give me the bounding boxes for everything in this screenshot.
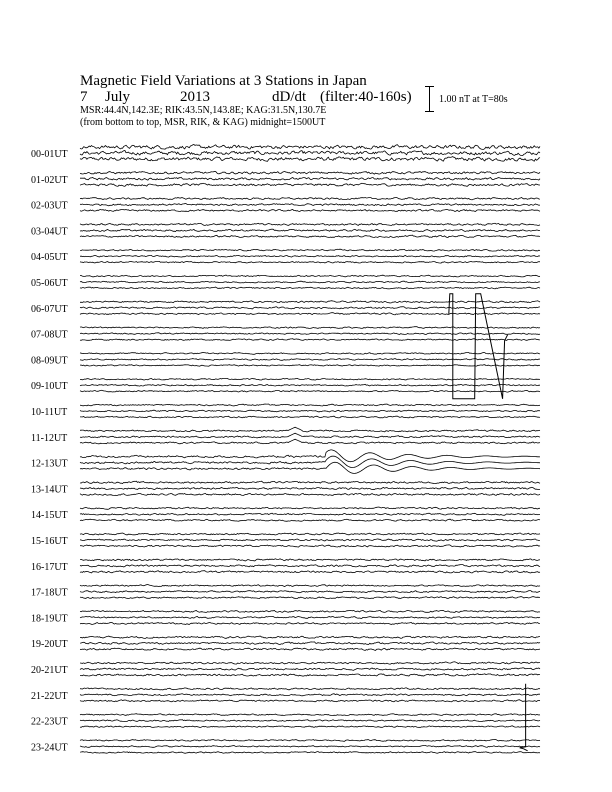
trace-RIK-07-08UT: [80, 333, 540, 335]
hour-label: 21-22UT: [31, 690, 68, 702]
hour-label: 09-10UT: [31, 381, 68, 393]
trace-KAG-15-16UT: [80, 533, 540, 535]
date-day: 7: [80, 89, 88, 105]
trace-MSR-06-07UT: [80, 313, 540, 315]
hour-row-21-22UT: [31, 688, 540, 702]
trace-MSR-09-10UT: [80, 390, 540, 392]
trace-RIK-18-19UT: [80, 616, 540, 618]
hour-row-11-12UT: [31, 427, 540, 444]
trace-MSR-07-08UT: [80, 339, 540, 341]
trace-KAG-12-13UT: [80, 450, 540, 462]
trace-RIK-06-07UT: [80, 307, 540, 309]
trace-RIK-05-06UT: [80, 281, 540, 283]
filter-label: (filter:40-160s): [320, 89, 412, 105]
order-line: (from bottom to top, MSR, RIK, & KAG) midnight=1500UT: [80, 117, 326, 128]
trace-MSR-13-14UT: [80, 493, 540, 495]
trace-MSR-08-09UT: [80, 365, 540, 367]
trace-MSR-20-21UT: [80, 674, 540, 677]
hour-row-18-19UT: [31, 610, 540, 624]
hour-label: 11-12UT: [31, 432, 68, 444]
trace-KAG-14-15UT: [80, 507, 540, 509]
hour-label: 19-20UT: [31, 639, 68, 651]
trace-MSR-23-24UT: [80, 752, 540, 754]
hour-row-09-10UT: [31, 378, 540, 392]
trace-KAG-23-24UT: [80, 739, 540, 741]
date-year: 2013: [180, 89, 210, 105]
trace-KAG-16-17UT: [80, 559, 540, 561]
trace-RIK-16-17UT: [80, 565, 540, 567]
hour-row-14-15UT: [31, 507, 540, 521]
hour-row-01-02UT: [31, 171, 540, 186]
hour-row-00-01UT: [31, 145, 540, 162]
hour-row-12-13UT: [31, 450, 540, 474]
hour-row-08-09UT: [31, 353, 540, 367]
trace-MSR-01-02UT: [80, 183, 540, 186]
trace-RIK-02-03UT: [80, 204, 540, 206]
trace-RIK-08-09UT: [80, 359, 540, 361]
trace-KAG-07-08UT: [80, 327, 540, 329]
hour-label: 10-11UT: [31, 407, 68, 418]
trace-MSR-05-06UT: [80, 287, 540, 289]
trace-RIK-09-10UT: [80, 384, 540, 386]
trace-RIK-15-16UT: [80, 539, 540, 541]
hour-label: 16-17UT: [31, 561, 68, 573]
trace-MSR-14-15UT: [80, 519, 540, 521]
hour-label: 18-19UT: [31, 613, 68, 625]
trace-KAG-11-12UT: [80, 427, 540, 432]
trace-RIK-20-21UT: [80, 668, 540, 671]
quantity-label: dD/dt: [272, 89, 307, 105]
hour-row-22-23UT: [31, 714, 540, 728]
trace-KAG-10-11UT: [80, 404, 540, 406]
hour-label: 07-08UT: [31, 329, 68, 341]
trace-KAG-18-19UT: [80, 610, 540, 612]
trace-KAG-22-23UT: [80, 714, 540, 716]
hour-row-05-06UT: [31, 275, 540, 289]
trace-RIK-22-23UT: [80, 720, 540, 722]
hour-label: 13-14UT: [31, 484, 68, 496]
trace-KAG-00-01UT: [80, 145, 540, 150]
trace-KAG-05-06UT: [80, 275, 540, 277]
trace-RIK-04-05UT: [80, 255, 540, 257]
hour-label: 06-07UT: [31, 303, 68, 315]
trace-RIK-11-12UT: [80, 433, 540, 438]
hour-label: 14-15UT: [31, 510, 68, 522]
hour-label: 15-16UT: [31, 536, 68, 547]
trace-MSR-21-22UT: [80, 700, 540, 702]
trace-MSR-04-05UT: [80, 261, 540, 263]
trace-KAG-17-18UT: [80, 585, 540, 587]
hour-row-07-08UT: [31, 327, 540, 341]
hour-label: 02-03UT: [31, 200, 68, 212]
hour-label: 01-02UT: [31, 174, 68, 186]
hour-row-04-05UT: [31, 249, 540, 263]
hour-row-02-03UT: [31, 197, 540, 211]
hour-row-13-14UT: [31, 481, 540, 495]
trace-MSR-03-04UT: [80, 235, 540, 237]
trace-RIK-00-01UT: [80, 151, 540, 156]
trace-KAG-06-07UT: [80, 301, 540, 303]
hour-row-10-11UT: [31, 404, 540, 418]
hour-label: 04-05UT: [31, 252, 68, 264]
hour-row-20-21UT: [31, 662, 540, 676]
trace-MSR-00-01UT: [80, 157, 540, 162]
chart-title: Magnetic Field Variations at 3 Stations in Japan: [80, 73, 367, 89]
hour-label: 03-04UT: [31, 226, 68, 238]
trace-RIK-13-14UT: [80, 487, 540, 489]
hour-label: 20-21UT: [31, 665, 68, 676]
hour-label: 22-23UT: [31, 716, 68, 728]
trace-MSR-15-16UT: [80, 545, 540, 547]
event-square-pulses: [449, 294, 508, 399]
trace-KAG-21-22UT: [80, 688, 540, 690]
scale-label: 1.00 nT at T=80s: [439, 94, 508, 105]
date-month: July: [105, 89, 131, 105]
hour-row-15-16UT: [31, 533, 540, 547]
trace-RIK-23-24UT: [80, 745, 540, 747]
hour-label: 17-18UT: [31, 587, 68, 599]
trace-RIK-12-13UT: [80, 456, 540, 467]
hour-row-03-04UT: [31, 223, 540, 237]
trace-MSR-11-12UT: [80, 439, 540, 444]
hour-label: 05-06UT: [31, 278, 68, 289]
trace-KAG-19-20UT: [80, 636, 540, 638]
hour-label: 12-13UT: [31, 458, 68, 470]
trace-KAG-13-14UT: [80, 481, 540, 483]
trace-RIK-03-04UT: [80, 229, 540, 231]
trace-MSR-12-13UT: [80, 462, 540, 473]
hour-label: 23-24UT: [31, 742, 68, 754]
trace-MSR-02-03UT: [80, 209, 540, 211]
trace-KAG-02-03UT: [80, 197, 540, 199]
trace-RIK-17-18UT: [80, 591, 540, 593]
trace-RIK-01-02UT: [80, 177, 540, 180]
trace-MSR-18-19UT: [80, 622, 540, 624]
trace-MSR-17-18UT: [80, 597, 540, 599]
hour-label: 00-01UT: [31, 149, 68, 160]
trace-MSR-16-17UT: [80, 571, 540, 573]
trace-MSR-22-23UT: [80, 726, 540, 728]
hour-label: 08-09UT: [31, 355, 68, 367]
hour-row-23-24UT: [31, 739, 540, 753]
trace-KAG-03-04UT: [80, 223, 540, 225]
hour-row-16-17UT: [31, 559, 540, 573]
trace-MSR-19-20UT: [80, 648, 540, 650]
trace-KAG-09-10UT: [80, 378, 540, 380]
hour-row-19-20UT: [31, 636, 540, 650]
trace-KAG-01-02UT: [80, 171, 540, 174]
trace-KAG-04-05UT: [80, 249, 540, 251]
trace-RIK-14-15UT: [80, 513, 540, 515]
stations-line: MSR:44.4N,142.3E; RIK:43.5N,143.8E; KAG:31.5N,130.7E: [80, 105, 327, 116]
trace-KAG-20-21UT: [80, 662, 540, 664]
trace-MSR-10-11UT: [80, 416, 540, 418]
hour-row-06-07UT: [31, 301, 540, 315]
trace-RIK-21-22UT: [80, 694, 540, 696]
trace-KAG-08-09UT: [80, 353, 540, 355]
trace-RIK-19-20UT: [80, 642, 540, 645]
trace-RIK-10-11UT: [80, 410, 540, 412]
hour-row-17-18UT: [31, 585, 540, 599]
